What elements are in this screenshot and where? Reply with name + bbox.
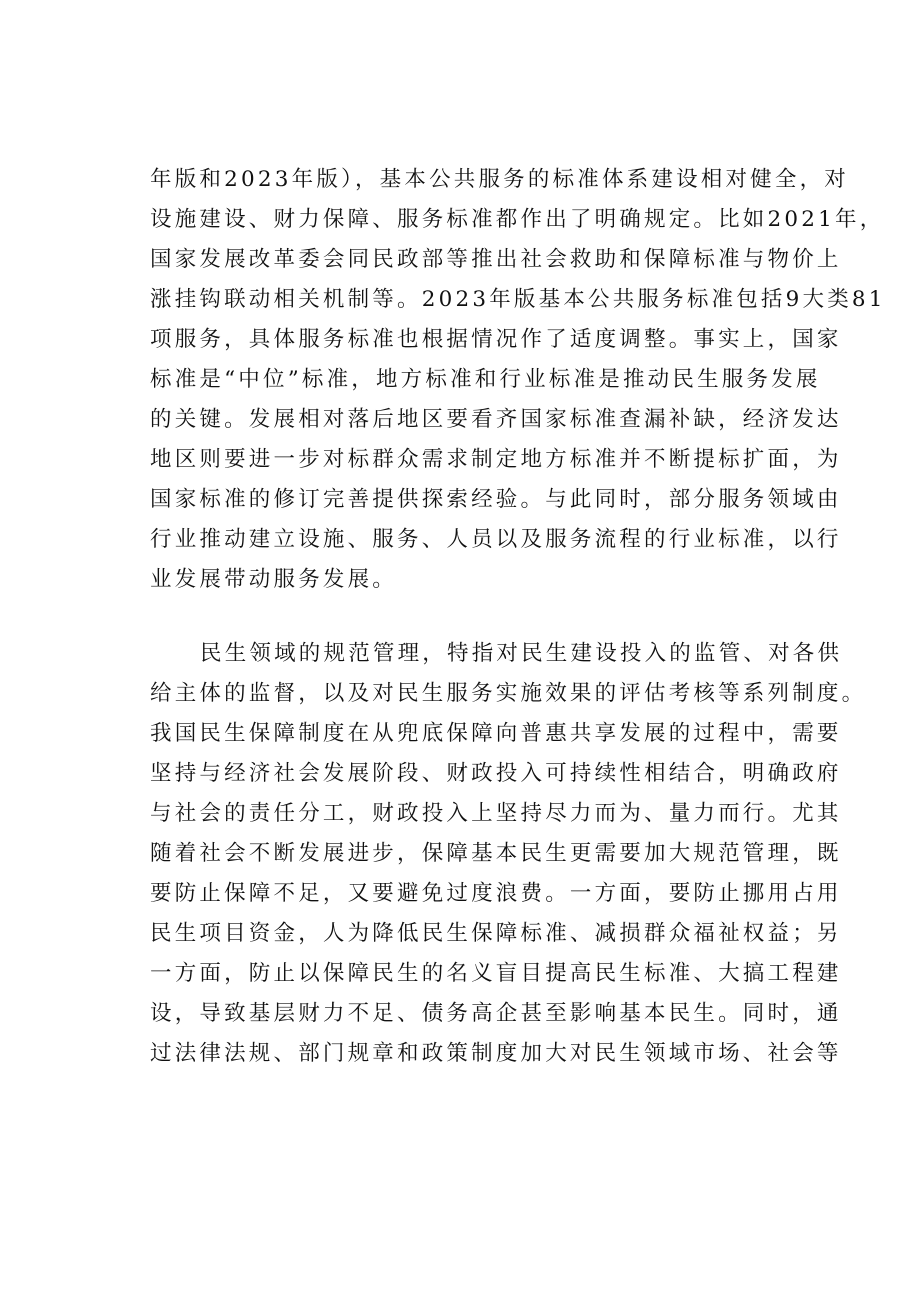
text-line: 的关键。发展相对落后地区要看齐国家标准查漏补缺，经济发达	[150, 407, 842, 432]
text-line: 我国民生保障制度在从兜底保障向普惠共享发展的过程中，需要	[150, 721, 842, 746]
text-line: 设施建设、财力保障、服务标准都作出了明确规定。比如2021年，	[150, 207, 885, 232]
text-line: 与社会的责任分工，财政投入上坚持尽力而为、量力而行。尤其	[150, 801, 842, 826]
text-line: 涨挂钩联动相关机制等。2023年版基本公共服务标准包括9大类81	[150, 287, 886, 312]
text-line: 给主体的监督，以及对民生服务实施效果的评估考核等系列制度。	[150, 681, 867, 706]
text-line: 设，导致基层财力不足、债务高企甚至影响基本民生。同时，通	[150, 1001, 842, 1026]
text-line: 国家标准的修订完善提供探索经验。与此同时，部分服务领域由	[150, 487, 842, 512]
text-line: 国家发展改革委会同民政部等推出社会救助和保障标准与物价上	[150, 247, 842, 272]
text-line: 项服务，具体服务标准也根据情况作了适度调整。事实上，国家	[150, 327, 842, 352]
text-line: 民生项目资金，人为降低民生保障标准、减损群众福祉权益；另	[150, 921, 842, 946]
paragraph-first-line: 民生领域的规范管理，特指对民生建设投入的监管、对各供	[200, 641, 843, 666]
text-line: 过法律法规、部门规章和政策制度加大对民生领域市场、社会等	[150, 1041, 842, 1066]
text-line: 一方面，防止以保障民生的名义盲目提高民生标准、大搞工程建	[150, 961, 842, 986]
text-line: 标准是“中位”标准，地方标准和行业标准是推动民生服务发展	[150, 367, 821, 392]
text-line: 业发展带动服务发展。	[150, 567, 398, 592]
text-line: 年版和2023年版），基本公共服务的标准体系建设相对健全，对	[150, 167, 849, 192]
text-line: 要防止保障不足，又要避免过度浪费。一方面，要防止挪用占用	[150, 881, 842, 906]
text-line: 地区则要进一步对标群众需求制定地方标准并不断提标扩面，为	[150, 447, 842, 472]
text-line: 坚持与经济社会发展阶段、财政投入可持续性相结合，明确政府	[150, 761, 842, 786]
text-line: 行业推动建立设施、服务、人员以及服务流程的行业标准，以行	[150, 527, 842, 552]
text-line: 随着社会不断发展进步，保障基本民生更需要加大规范管理，既	[150, 841, 842, 866]
